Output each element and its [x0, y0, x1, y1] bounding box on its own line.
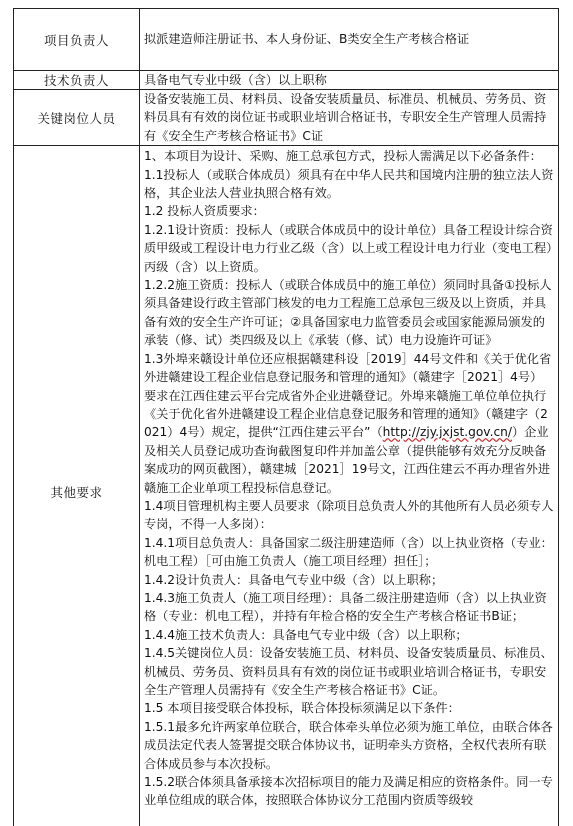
paragraph-1-1: 1.1投标人（或联合体成员）须具有在中华人民共和国境内注册的独立法人资格，其企业法人营业执照合格有效。 [144, 167, 554, 201]
paragraph-1-4-3: 1.4.3施工负责人（施工项目经理）：具备二级注册建造师（含）以上执业资格（专业：机电工程），并持有年检合格的安全生产考核合格证书B证； [144, 590, 547, 624]
paragraph-1-4-1: 1.4.1项目总负责人：具备国家二级注册建造师（含）以上执业资格（专业：机电工程）［可由施工负责人（施工项目经理）担任］； [144, 535, 553, 569]
paragraph-1-4-4: 1.4.4施工技术负责人：具备电气专业中级（含）以上职称； [144, 627, 468, 642]
paragraph-1-3-text-a: 1.3外埠来赣设计单位还应根据赣建科设［2019］44号文件和《关于优化省外进赣建设工程企业信息登记服务和管理的通知》（赣建字［2021］4号）要求在江西住建云平台完成省外企业进赣登记。外埠来赣施工单位单位执行《关于优化省外进赣建设工程企业信息登记服务和管理的通知》（赣建字（2021）4号）规定，提供“江西住建云平台”（ [144, 351, 552, 440]
paragraph-1: 1、本项目为设计、采购、施工总承包方式，投标人需满足以下必备条件： [144, 149, 542, 164]
row-label-key-staff: 关键岗位人员 [14, 90, 140, 146]
paragraph-1-3 [144, 350, 554, 497]
row-label-project-manager: 项目负责人 [14, 9, 140, 71]
row-value-project-manager: 拟派建造师注册证书、本人身份证、B类安全生产考核合格证 [140, 9, 559, 71]
paragraph-1-2-2: 1.2.2施工资质：投标人（或联合体成员中的施工单位）须同时具备①投标人须具备建设行政主管部门核发的电力工程施工总承包三级及以上资质，并具备有效的安全生产许可证；②具备国家电力监管委员会或国家能源局颁发的承装（修、试）类四级及以上《承装（修、试）电力设施许可证》 [144, 278, 552, 348]
row-value-other-requirements [140, 146, 559, 826]
row-value-key-staff: 设备安装施工员、材料员、设备安装质量员、标准员、机械员、劳务员、资料员具有有效的岗位证书或职业培训合格证书，专职安全生产管理人员需持有《安全生产考核合格证书》C证 [140, 90, 559, 146]
table-row-other-requirements [14, 146, 559, 826]
platform-url-link[interactable]: http://zjy.jxjst.gov.cn/ [382, 425, 512, 440]
paragraph-1-2-1: 1.2.1设计资质：投标人（或联合体成员中的设计单位）具备工程设计综合资质甲级或工程设计电力行业乙级（含）以上或工程设计电力行业（变电工程）丙级（含）以上资质。 [144, 222, 553, 274]
paragraph-1-5: 1.5 本项目接受联合体投标，联合体投标须满足以下条件： [144, 701, 460, 716]
paragraph-1-5-1: 1.5.1最多允许两家单位联合，联合体牵头单位必须为施工单位，由联合体各成员法定代表人签署提交联合体协议书，证明牵头方资格，全权代表所有联合体成员参与本次投标。 [144, 719, 553, 771]
paragraph-1-4: 1.4项目管理机构主要人员要求（除项目总负责人外的其他所有人员必须专人专岗，不得一人多岗）： [144, 498, 554, 532]
paragraph-1-4-2: 1.4.2设计负责人：具备电气专业中级（含）以上职称； [144, 572, 444, 587]
paragraph-1-5-2: 1.5.2联合体须具备承接本次招标项目的能力及满足相应的资格条件。同一专业单位组成的联合体，按照联合体协议分工范围内资质等级较 [144, 775, 553, 808]
paragraph-1-4-5: 1.4.5关键岗位人员：设备安装施工员、材料员、设备安装质量员、标准员、机械员、劳务员、资料员具有有效的岗位证书或职业培训合格证书，专职安全生产管理人员需持有《安全生产考核合格证书》C证。 [144, 646, 553, 697]
requirements-table [13, 8, 559, 826]
table-row-project-manager [14, 9, 559, 71]
row-label-tech-lead: 技术负责人 [14, 71, 140, 90]
table-row-key-staff [14, 90, 559, 146]
row-label-other-requirements: 其他要求 [14, 146, 140, 826]
row-value-tech-lead: 具备电气专业中级（含）以上职称 [140, 71, 559, 90]
table-row-tech-lead [14, 71, 559, 90]
paragraph-1-3-text-b: ）企业及相关人员登记成功查询截图复印件并加盖公章（提供能够有效充分反映备案成功的网页截图），赣建城［2021］19号文，江西住建云不再办理省外进赣施工企业单项工程投标信息登记。 [144, 425, 551, 495]
paragraph-1-2: 1.2 投标人资质要求： [144, 204, 265, 219]
